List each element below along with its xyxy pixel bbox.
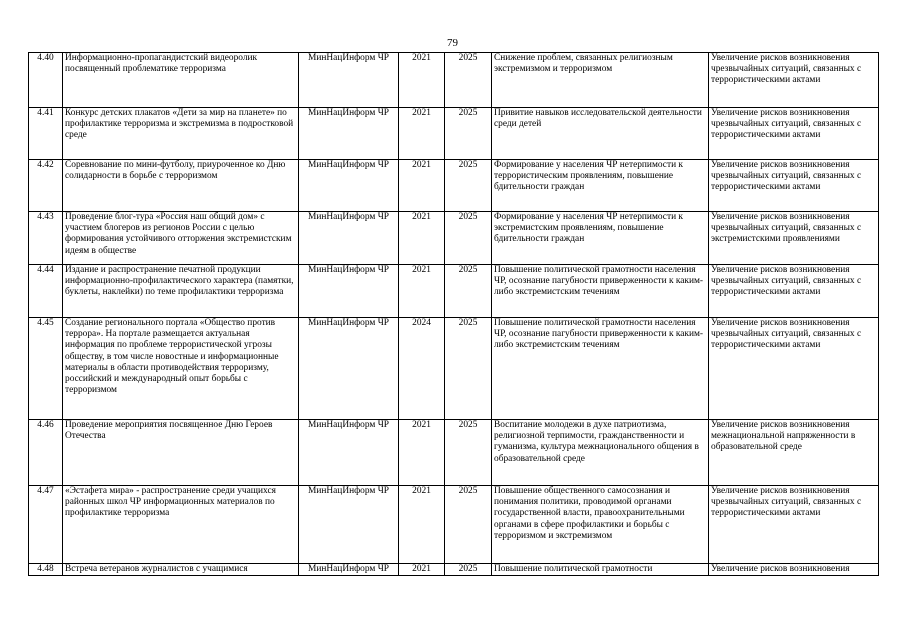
measure-name: «Эстафета мира» - распространение среди учащихся районных школ ЧР информационных материалов по профилактике терроризма <box>63 486 299 564</box>
row-number: 4.41 <box>29 108 63 160</box>
row-number: 4.40 <box>29 53 63 108</box>
year-start: 2021 <box>399 53 445 108</box>
risk: Увеличение рисков возникновения чрезвычайных ситуаций, связанных с экстремистскими проявлениями <box>709 212 879 265</box>
table-row <box>29 108 879 160</box>
year-end: 2025 <box>445 53 492 108</box>
year-start: 2021 <box>399 108 445 160</box>
expected-result: Повышение политической грамотности населения ЧР, осознание пагубности приверженности к каким-либо экстремистским течениям <box>492 265 709 318</box>
measure-name: Встреча ветеранов журналистов с учащимися <box>63 564 299 576</box>
measure-name: Соревнование по мини-футболу, приуроченное ко Дню солидарности в борьбе с терроризмом <box>63 160 299 212</box>
table-row <box>29 564 879 576</box>
measure-name: Создание регионального портала «Общество против террора». На портале размещается актуальная информация по проблеме террористической угрозы обществу, в том числе новостные и информационные материалы в области противодействия терроризму, российский и международный опыт борьбы с терроризмом <box>63 318 299 420</box>
row-number: 4.47 <box>29 486 63 564</box>
risk: Увеличение рисков возникновения чрезвычайных ситуаций, связанных с террористическими актами <box>709 318 879 420</box>
expected-result: Формирование у населения ЧР нетерпимости к террористическим проявлениям, повышение бдительности граждан <box>492 160 709 212</box>
row-number: 4.43 <box>29 212 63 265</box>
year-start: 2021 <box>399 420 445 486</box>
year-start: 2021 <box>399 160 445 212</box>
measure-name: Издание и распространение печатной продукции информационно-профилактического характера (памятки, буклеты, наклейки) по теме профилактики терроризма <box>63 265 299 318</box>
risk: Увеличение рисков возникновения чрезвычайных ситуаций, связанных с террористическими актами <box>709 486 879 564</box>
executor: МинНацИнформ ЧР <box>299 212 399 265</box>
expected-result: Снижение проблем, связанных религиозным экстремизмом и терроризмом <box>492 53 709 108</box>
measures-table <box>28 52 879 576</box>
row-number: 4.48 <box>29 564 63 576</box>
page-number: 79 <box>447 37 458 49</box>
expected-result: Повышение политической грамотности <box>492 564 709 576</box>
executor: МинНацИнформ ЧР <box>299 160 399 212</box>
executor: МинНацИнформ ЧР <box>299 265 399 318</box>
executor: МинНацИнформ ЧР <box>299 53 399 108</box>
year-end: 2025 <box>445 160 492 212</box>
year-start: 2024 <box>399 318 445 420</box>
year-start: 2021 <box>399 486 445 564</box>
year-end: 2025 <box>445 212 492 265</box>
table-row <box>29 420 879 486</box>
executor: МинНацИнформ ЧР <box>299 420 399 486</box>
year-end: 2025 <box>445 420 492 486</box>
table-row <box>29 318 879 420</box>
row-number: 4.45 <box>29 318 63 420</box>
risk: Увеличение рисков возникновения межнациональной напряженности в образовательной среде <box>709 420 879 486</box>
risk: Увеличение рисков возникновения чрезвычайных ситуаций, связанных с террористическими актами <box>709 53 879 108</box>
year-end: 2025 <box>445 486 492 564</box>
measure-name: Конкурс детских плакатов «Дети за мир на планете» по профилактике терроризма и экстремизма в подростковой среде <box>63 108 299 160</box>
expected-result: Повышение политической грамотности населения ЧР, осознание пагубности приверженности к каким-либо экстремистским течениям <box>492 318 709 420</box>
executor: МинНацИнформ ЧР <box>299 108 399 160</box>
year-end: 2025 <box>445 318 492 420</box>
year-end: 2025 <box>445 265 492 318</box>
measure-name: Информационно-пропагандистский видеоролик посвященный проблематике терроризма <box>63 53 299 108</box>
table-row <box>29 53 879 108</box>
expected-result: Формирование у населения ЧР нетерпимости к экстремистским проявлениям, повышение бдительности граждан <box>492 212 709 265</box>
risk: Увеличение рисков возникновения чрезвычайных ситуаций, связанных с террористическими актами <box>709 160 879 212</box>
year-start: 2021 <box>399 564 445 576</box>
year-end: 2025 <box>445 108 492 160</box>
expected-result: Повышение общественного самосознания и понимания политики, проводимой органами государственной власти, правоохранительными органами в сфере профилактики и борьбы с терроризмом и экстремизмом <box>492 486 709 564</box>
executor: МинНацИнформ ЧР <box>299 318 399 420</box>
executor: МинНацИнформ ЧР <box>299 564 399 576</box>
expected-result: Привитие навыков исследовательской деятельности среди детей <box>492 108 709 160</box>
executor: МинНацИнформ ЧР <box>299 486 399 564</box>
year-start: 2021 <box>399 265 445 318</box>
year-start: 2021 <box>399 212 445 265</box>
risk: Увеличение рисков возникновения чрезвычайных ситуаций, связанных с террористическими актами <box>709 108 879 160</box>
measure-name: Проведение блог-тура «Россия наш общий дом» с участием блогеров из регионов России с целью формирования устойчивого отторжения экстремистским идеям в обществе <box>63 212 299 265</box>
table-row <box>29 265 879 318</box>
table-row <box>29 486 879 564</box>
year-end: 2025 <box>445 564 492 576</box>
row-number: 4.46 <box>29 420 63 486</box>
expected-result: Воспитание молодежи в духе патриотизма, религиозной терпимости, гражданственности и гуманизма, культура межнационального общения в образовательной среде <box>492 420 709 486</box>
risk: Увеличение рисков возникновения <box>709 564 879 576</box>
row-number: 4.42 <box>29 160 63 212</box>
measure-name: Проведение мероприятия посвященное Дню Героев Отечества <box>63 420 299 486</box>
table-row <box>29 212 879 265</box>
row-number: 4.44 <box>29 265 63 318</box>
table-row <box>29 160 879 212</box>
risk: Увеличение рисков возникновения чрезвычайных ситуаций, связанных с террористическими актами <box>709 265 879 318</box>
